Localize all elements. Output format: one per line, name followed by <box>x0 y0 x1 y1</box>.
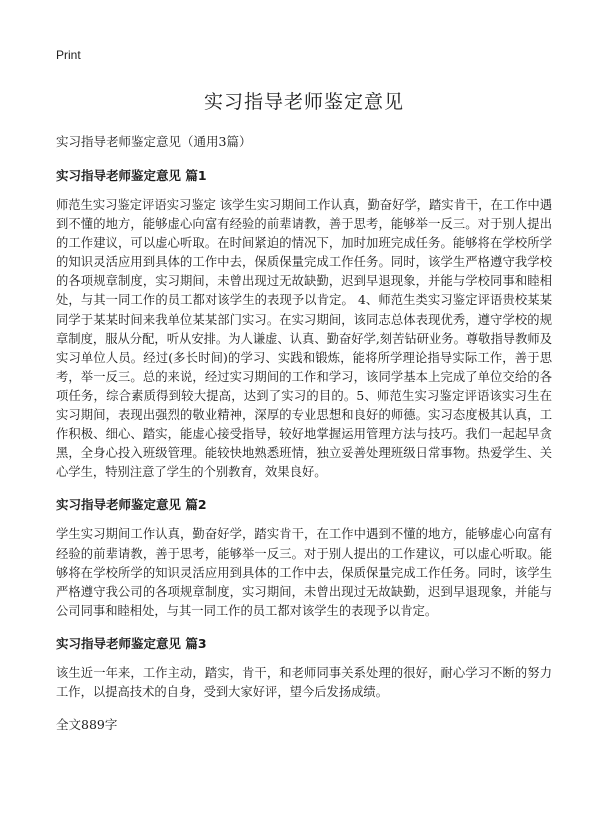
document-title: 实习指导老师鉴定意见 <box>203 91 404 113</box>
document-subtitle: 实习指导老师鉴定意见（通用3篇） <box>56 134 252 149</box>
section-heading-3: 实习指导老师鉴定意见 篇3 <box>56 635 207 651</box>
section-body-2: 学生实习期间工作认真，勤奋好学，踏实肯干，在工作中遇到不懂的地方，能够虚心向富有经验的前辈请教，善于思考，能够举一反三。对于别人提出的工作建议，可以虚心听取。能够将在学校所学的知识灵活应用到具体的工作中去，保质保量完成工作任务。同时，该学生严格遵守我公司的各项规章制度，实习期间，未曾出现过无故缺勤，迟到早退现象，并能与公司同事和睦相处，与其一同工作的员工都对该学生的表现予以肯定。 <box>56 527 552 618</box>
section-body-1: 师范生实习鉴定评语实习鉴定 该学生实习期间工作认真，勤奋好学，踏实肯干，在工作中遇到不懂的地方，能够虚心向富有经验的前辈请教，善于思考，能够举一反三。对于别人提出的工作建议，可以虚心听取。在时间紧迫的情况下，加时加班完成任务。能够将在学校所学的知识灵活应用到具体的工作中去，保质保量完成工作任务。同时，该学生严格遵守我学校的各项规章制度，实习期间，未曾出现过无故缺勤，迟到早退现象，并能与学校同事和睦相处，与其一同工作的员工都对该学生的表现予以肯定。 4、师范生类实习鉴定评语贵校某某同学于某某时间来我单位某某部门实习。在实习期间，该同志总体表现优秀，遵守学校的规章制度，服从分配，听从安排。为人谦虚、认真、勤奋好学,刻苦钻研业务。尊敬指导教师及实习单位人员。经过(多长时间)的学习、实践和锻炼，能将所学理论指导实际工作，善于思考，举一反三。总的来说，经过实习期间的工作和学习，该同学基本上完成了单位交给的各项任务，综合素质得到较大提高，达到了实习的目的。5、师范生实习鉴定评语该实习生在实习期间，表现出强烈的敬业精神，深厚的专业思想和良好的师德。实习态度极其认真，工作积极、细心、踏实，能虚心接受指导，较好地掌握运用管理方法与技巧。我们一起起早贪黑，全身心投入班级管理。能较快地熟悉班情，独立妥善处理班级日常事物。热爱学生、关心学生，特别注意了学生的个别教育，效果良好。 <box>56 198 552 480</box>
section-body-3: 该生近一年来，工作主动，踏实，肯干，和老师同事关系处理的很好，耐心学习不断的努力工作，以提高技术的自身，受到大家好评，望今后发扬成绩。 <box>56 665 552 699</box>
word-count: 全文889字 <box>56 717 118 733</box>
section-heading-1: 实习指导老师鉴定意见 篇1 <box>56 168 207 183</box>
section-heading-2: 实习指导老师鉴定意见 篇2 <box>56 497 207 513</box>
print-link[interactable]: Print <box>56 48 81 62</box>
